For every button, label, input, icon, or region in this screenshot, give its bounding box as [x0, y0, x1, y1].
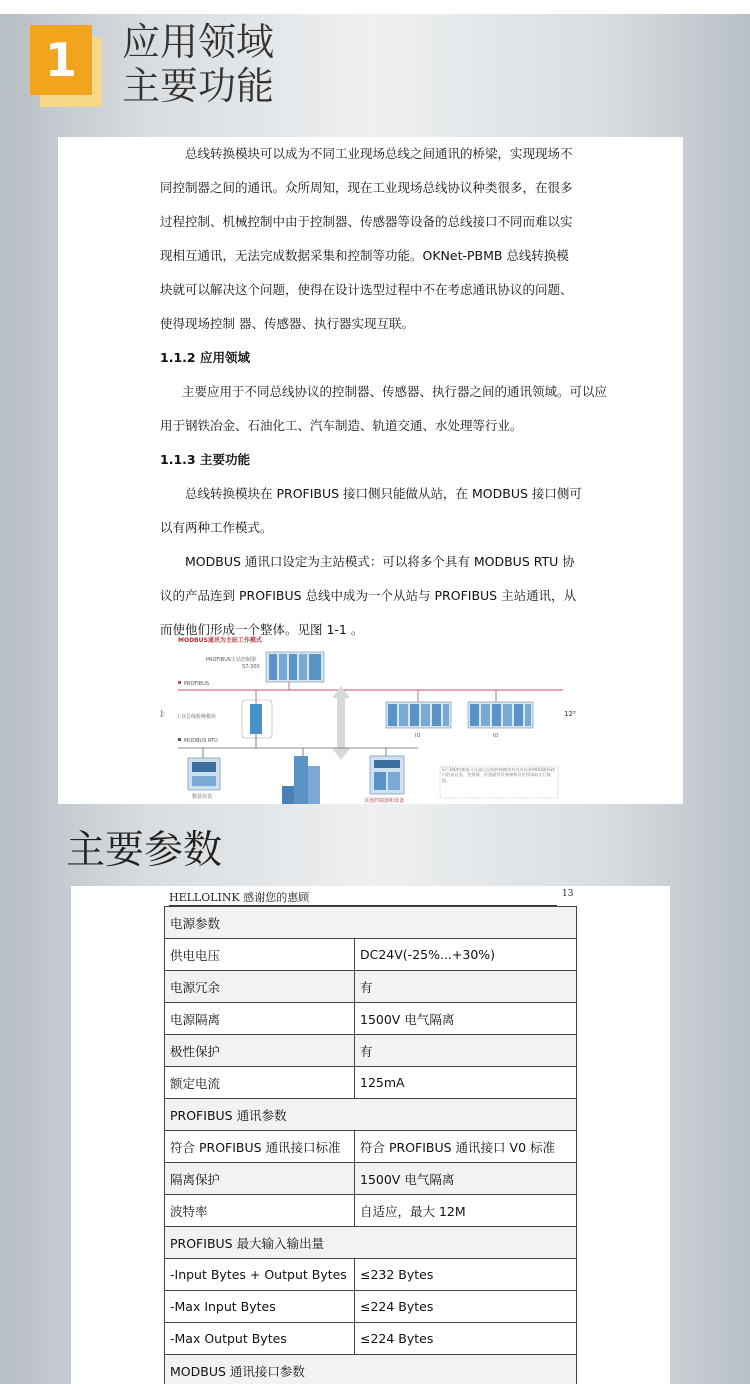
param-name: -Max Input Bytes: [165, 1291, 355, 1323]
function-line: 以有两种工作模式。: [160, 520, 273, 535]
parameters-table: [164, 906, 577, 1384]
param-value: 自适应，最大 12M: [355, 1195, 577, 1227]
intro-line: 总线转换模块可以成为不同工业现场总线之间通讯的桥梁，实现现场不: [185, 146, 573, 161]
converter-module-icon: [250, 704, 262, 734]
intro-line: 现相互通讯，无法完成数据采集和控制等功能。OKNet-PBMB 总线转换模: [160, 248, 569, 263]
param-value: 125mA: [355, 1067, 577, 1099]
io-rack-icon-1: [386, 702, 451, 728]
intro-line: 使得现场控制 器、传感器、执行器实现互联。: [160, 316, 414, 331]
section1-title-line2: 主要功能: [122, 64, 275, 108]
document-page-1: [58, 137, 683, 804]
intro-line: 过程控制、机械控制中由于控制器、传感器等设备的总线接口不同而难以实: [160, 214, 573, 229]
table-row: [165, 971, 577, 1003]
function-line: 议的产品连到 PROFIBUS 总线中成为一个从站与 PROFIBUS 主站通讯，从: [160, 588, 577, 603]
page-number: 13: [562, 889, 574, 899]
table-row: [165, 1291, 577, 1323]
table-row: [165, 1003, 577, 1035]
section-cell: MODBUS 通讯接口参数: [165, 1355, 577, 1384]
param-value: ≤224 Bytes: [355, 1291, 577, 1323]
section2-heading: 主要参数: [66, 828, 223, 873]
document-page-2: [71, 886, 670, 1384]
bidirectional-arrow-icon: [332, 686, 350, 760]
section-cell: PROFIBUS 最大输入输出量: [165, 1227, 577, 1259]
section1-title-line1: 应用领域: [122, 20, 275, 64]
heading-application: 1.1.2 应用领域: [160, 350, 250, 365]
master-label: PROFIBUS主站控制器: [206, 657, 257, 663]
param-name: 电源隔离: [165, 1003, 355, 1035]
table-row: [165, 1131, 577, 1163]
right-marker: 12³: [564, 710, 576, 718]
param-name: -Max Output Bytes: [165, 1323, 355, 1355]
param-name: 极性保护: [165, 1035, 355, 1067]
application-line: 用于钢铁冶金、石油化工、汽车制造、轨道交通、水处理等行业。: [160, 418, 523, 433]
table-section-row: [165, 1227, 577, 1259]
figure-title: MODBUS通讯为主站工作模式: [178, 637, 262, 644]
network-diagram: [158, 632, 588, 804]
param-name: 符合 PROFIBUS 通讯接口标准: [165, 1131, 355, 1163]
param-value: DC24V(-25%...+30%): [355, 939, 577, 971]
function-line: 总线转换模块在 PROFIBUS 接口侧只能做从站，在 MODBUS 接口侧可: [185, 486, 582, 501]
intro-line: 块就可以解决这个问题，使得在设计选型过程中不在考虑通讯协议的问题、: [160, 282, 573, 297]
param-name: 额定电流: [165, 1067, 355, 1099]
param-value: 有: [355, 1035, 577, 1067]
function-line: 而使他们形成一个整体。见图 1-1 。: [160, 622, 364, 637]
table-section-row: [165, 1355, 577, 1384]
io-label-2: IO: [493, 733, 499, 739]
param-name: 电源冗余: [165, 971, 355, 1003]
device-label: 其他控制器和设备: [364, 798, 405, 804]
sensor-icon: [370, 756, 404, 794]
page-header: HELLOLINK 感谢您的惠顾: [169, 891, 557, 906]
io-label-1: IO: [415, 733, 421, 739]
table-row: [165, 1035, 577, 1067]
table-row: [165, 1067, 577, 1099]
param-value: 1500V 电气隔离: [355, 1003, 577, 1035]
table-section-row: [165, 907, 577, 939]
modbus-label: MODBUS RTU: [184, 738, 218, 744]
profibus-label: PROFIBUS: [184, 681, 210, 687]
section1-heading: [122, 20, 274, 108]
intro-text: [160, 137, 608, 647]
table-row: [165, 1259, 577, 1291]
section-cell: 电源参数: [165, 907, 577, 939]
note-container: [442, 767, 556, 797]
io-rack-icon-2: [468, 702, 533, 728]
param-value: 符合 PROFIBUS 通讯接口 V0 标准: [355, 1131, 577, 1163]
intro-line: 同控制器之间的通讯。众所周知，现在工业现场总线协议种类很多，在很多: [160, 180, 573, 195]
table-section-row: [165, 1099, 577, 1131]
figure-note: S7-300控制器可以通过总线转换模块对具有标准MODBUS接口的显仪表、变频器、传感器等设备参数设定和读取运行数据。: [442, 767, 556, 783]
meter-label: 数显仪表: [192, 794, 213, 800]
application-line: 主要应用于不同总线协议的控制器、传感器、执行器之间的通讯领域。可以应: [182, 384, 608, 399]
param-value: 1500V 电气隔离: [355, 1163, 577, 1195]
param-value: ≤224 Bytes: [355, 1323, 577, 1355]
table-row: [165, 1163, 577, 1195]
master-model: S7-300: [242, 664, 260, 670]
param-name: 波特率: [165, 1195, 355, 1227]
heading-functions: 1.1.3 主要功能: [160, 452, 250, 467]
table-row: [165, 1195, 577, 1227]
param-name: -Input Bytes + Output Bytes: [165, 1259, 355, 1291]
plc-master-icon: [266, 652, 324, 682]
param-value: 有: [355, 971, 577, 1003]
drive-icon: [282, 756, 320, 804]
converter-label: 工业总线转换模块: [176, 714, 217, 720]
table-row: [165, 1323, 577, 1355]
meter-icon: [188, 758, 220, 790]
top-band: [0, 0, 750, 14]
section-cell: PROFIBUS 通讯参数: [165, 1099, 577, 1131]
function-line: MODBUS 通讯口设定为主站模式：可以将多个具有 MODBUS RTU 协: [185, 554, 575, 569]
table-row: [165, 939, 577, 971]
param-name: 供电电压: [165, 939, 355, 971]
left-marker: ]:: [160, 710, 166, 718]
section-number-badge: 1: [30, 25, 92, 95]
param-name: 隔离保护: [165, 1163, 355, 1195]
param-value: ≤232 Bytes: [355, 1259, 577, 1291]
